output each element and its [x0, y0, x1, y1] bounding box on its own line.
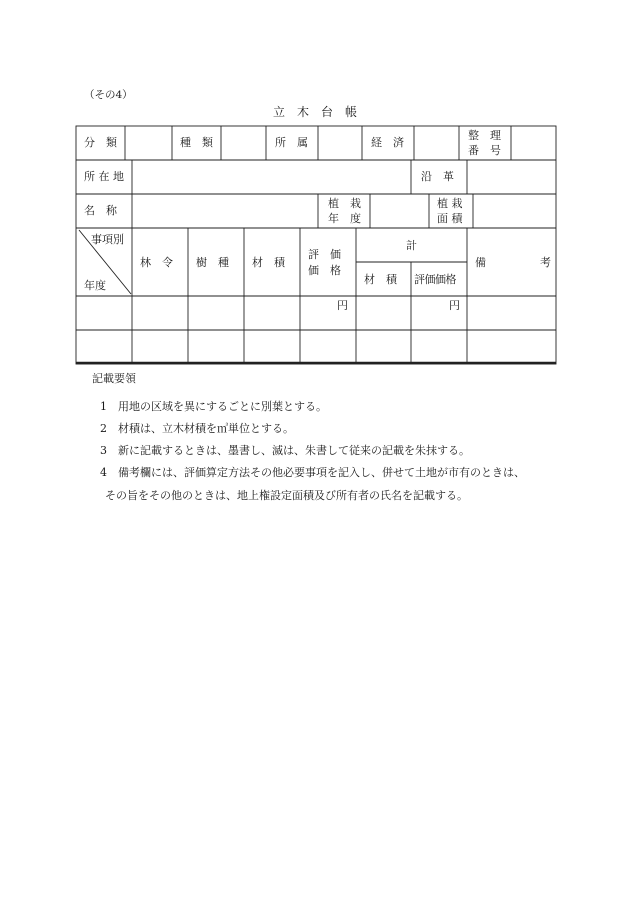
- remarks-header-right: 考: [540, 256, 551, 269]
- economy-label: 経 済: [371, 136, 404, 149]
- reference-number-label-bottom: 番 号: [468, 144, 501, 157]
- kind-label: 種 類: [180, 136, 213, 149]
- total-value-header: 評価価格: [414, 273, 456, 286]
- planting-year-label-top: 植 栽: [328, 197, 361, 210]
- note-item: 2 材積は、立木材積を㎥単位とする。: [100, 422, 294, 435]
- item-header: 事項別: [91, 233, 124, 246]
- note-item: 1 用地の区域を異にするごとに別葉とする。: [100, 400, 327, 413]
- total-volume-header: 材 積: [364, 273, 397, 286]
- name-label: 名 称: [84, 204, 117, 217]
- volume-header: 材 積: [252, 256, 285, 269]
- note-item: 3 新に記載するときは、墨書し、滅は、朱書して従来の記載を朱抹する。: [100, 444, 470, 457]
- planting-year-label-bottom: 年 度: [328, 212, 361, 225]
- stand-age-header: 林 令: [140, 256, 173, 269]
- note-item: その旨をその他のときは、地上権設定面積及び所有者の氏名を記載する。: [94, 489, 468, 502]
- planting-area-label-bottom: 面 積: [437, 212, 463, 225]
- value-header-bottom: 価 格: [308, 264, 341, 277]
- species-header: 樹 種: [196, 256, 229, 269]
- location-label: 所 在 地: [84, 170, 124, 183]
- value-header-top: 評 価: [308, 248, 341, 261]
- yen-unit-value: 円: [337, 299, 348, 312]
- form-label: （その4）: [84, 89, 133, 101]
- remarks-header-left: 備: [475, 256, 486, 269]
- yen-unit-total-value: 円: [449, 299, 460, 312]
- reference-number-label-top: 整 理: [468, 129, 501, 142]
- classification-label: 分 類: [84, 136, 117, 149]
- history-label: 沿 革: [421, 170, 454, 183]
- notes-heading: 記載要領: [92, 372, 136, 385]
- document-title: 立 木 台 帳: [272, 105, 357, 119]
- planting-area-label-top: 植 栽: [437, 197, 463, 210]
- total-header: 計: [406, 239, 417, 252]
- year-header: 年度: [84, 279, 106, 292]
- note-item: 4 備考欄には、評価算定方法その他必要事項を記入し、併せて土地が市有のときは、: [100, 466, 525, 479]
- affiliation-label: 所 属: [275, 136, 308, 149]
